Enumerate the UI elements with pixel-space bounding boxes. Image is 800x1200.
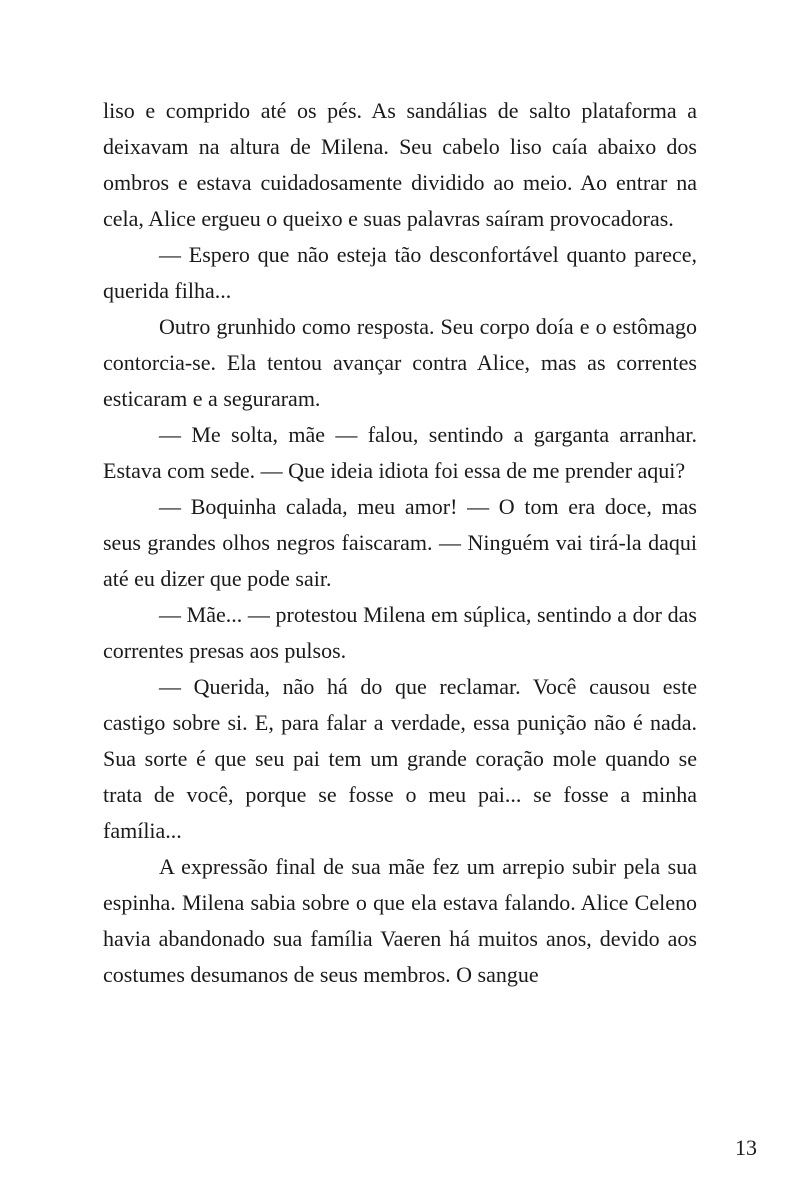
paragraph: — Espero que não esteja tão desconfortável quanto parece, querida filha...	[103, 242, 697, 303]
paragraph: A expressão final de sua mãe fez um arrepio subir pela sua espinha. Milena sabia sobre o que ela estava falando. Alice Celeno havia abandonado sua família Vaeren há muitos anos, devido aos costumes desumanos de seus membros. O sangue	[103, 854, 697, 987]
paragraph: — Boquinha calada, meu amor! — O tom era doce, mas seus grandes olhos negros faiscaram. — Ninguém vai tirá-la daqui até eu dizer que pode sair.	[103, 494, 697, 591]
paragraph: Outro grunhido como resposta. Seu corpo doía e o estômago contorcia-se. Ela tentou avançar contra Alice, mas as correntes esticaram e a seguraram.	[103, 314, 697, 411]
paragraph: — Mãe... — protestou Milena em súplica, sentindo a dor das correntes presas aos pulsos.	[103, 602, 697, 663]
page-body-text	[103, 93, 697, 993]
paragraph-continued: liso e comprido até os pés. As sandálias de salto plataforma a deixavam na altura de Milena. Seu cabelo liso caía abaixo dos ombros e estava cuidadosamente dividido ao meio. Ao entrar na cela, Alice ergueu o queixo e suas palavras saíram provocadoras.	[103, 98, 697, 231]
page-number: 13	[735, 1135, 757, 1160]
paragraph: — Me solta, mãe — falou, sentindo a garganta arranhar. Estava com sede. — Que ideia idiota foi essa de me prender aqui?	[103, 422, 697, 483]
paragraph: — Querida, não há do que reclamar. Você causou este castigo sobre si. E, para falar a verdade, essa punição não é nada. Sua sorte é que seu pai tem um grande coração mole quando se trata de você, porque se fosse o meu pai... se fosse a minha família...	[103, 674, 697, 843]
